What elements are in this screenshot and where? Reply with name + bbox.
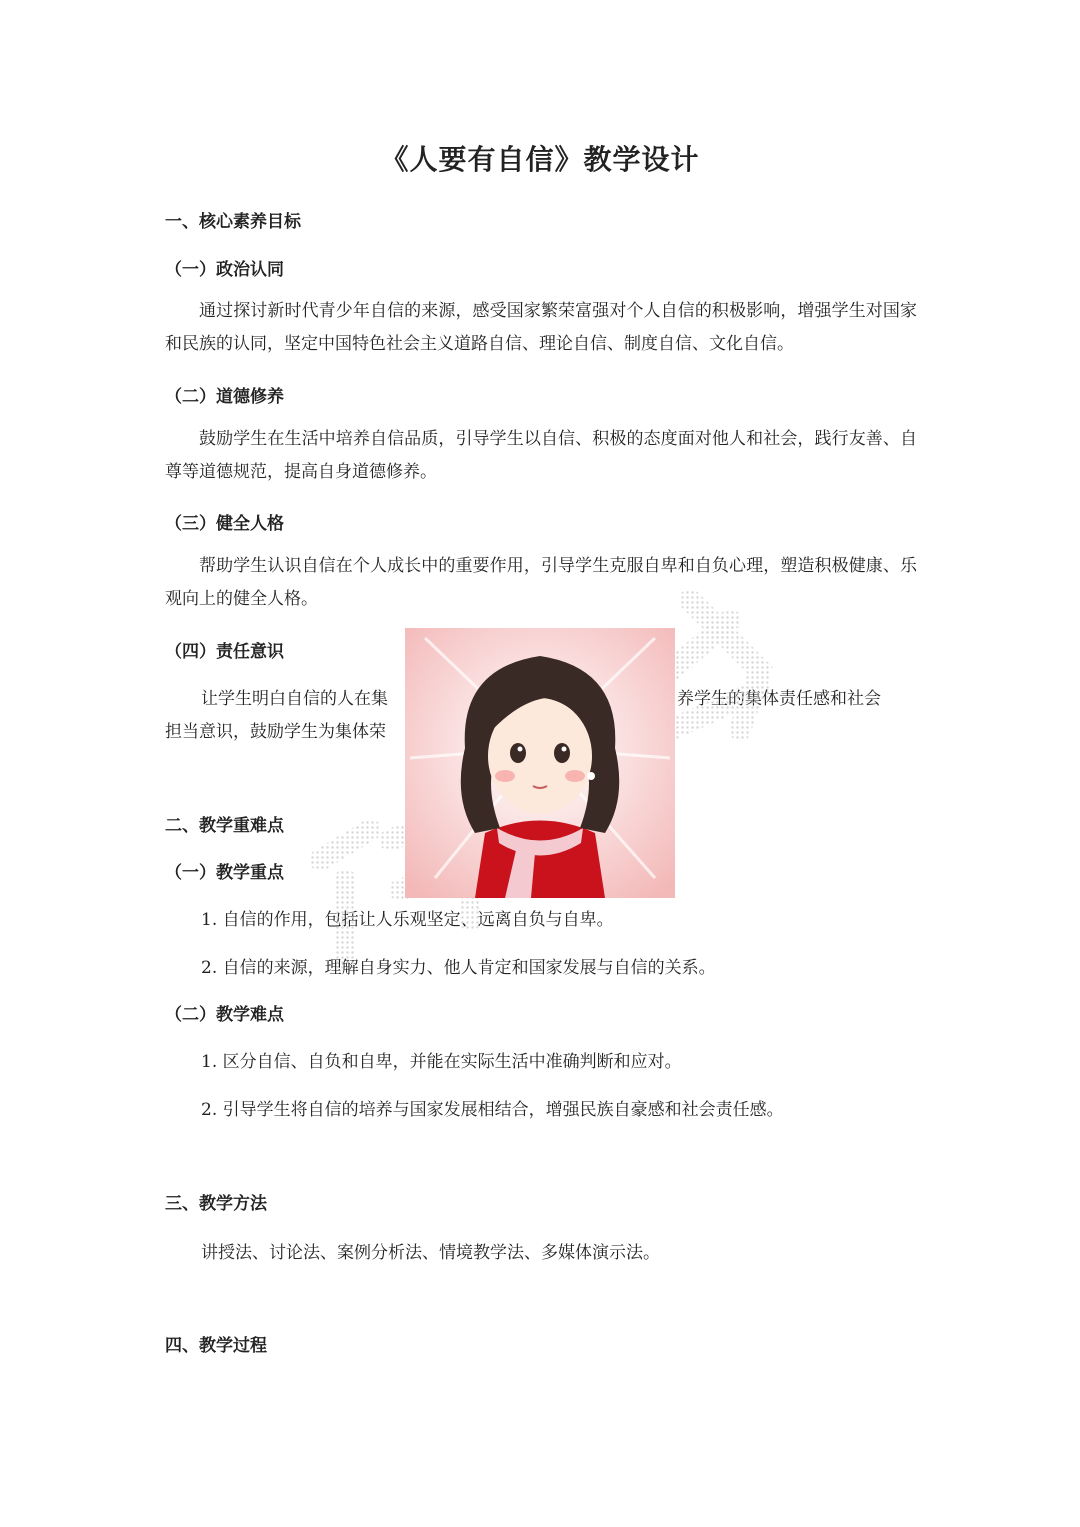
section1-sub1-text: 通过探讨新时代青少年自信的来源，感受国家繁荣富强对个人自信的积极影响，增强学生对国家和民族的认同，坚定中国特色社会主义道路自信、理论自信、制度自信、文化自信。 bbox=[165, 301, 917, 354]
section2-sub2-item2: 2. 引导学生将自信的培养与国家发展相结合，增强民族自豪感和社会责任感。 bbox=[201, 1100, 784, 1120]
section2-sub2-item1: 1. 区分自信、自负和自卑，并能在实际生活中准确判断和应对。 bbox=[201, 1052, 682, 1072]
section2-sub1-heading: （一）教学重点 bbox=[165, 863, 284, 883]
document-title: 《人要有自信》教学设计 bbox=[380, 143, 700, 176]
section1-sub3-text: 帮助学生认识自信在个人成长中的重要作用，引导学生克服自卑和自负心理，塑造积极健康、乐观向上的健全人格。 bbox=[165, 556, 917, 609]
section1-sub4-heading: （四）责任意识 bbox=[165, 642, 284, 662]
section1-sub4-text-left2: 担当意识，鼓励学生为集体荣 bbox=[165, 722, 386, 742]
section4-heading: 四、教学过程 bbox=[165, 1336, 267, 1356]
girl-illustration bbox=[405, 628, 675, 898]
section1-sub4-text-left1: 让学生明白自信的人在集 bbox=[201, 689, 388, 709]
section3-text: 讲授法、讨论法、案例分析法、情境教学法、多媒体演示法。 bbox=[201, 1243, 660, 1263]
section2-sub1-item1: 1. 自信的作用，包括让人乐观坚定、远离自负与自卑。 bbox=[201, 910, 614, 930]
section2-heading: 二、教学重难点 bbox=[165, 816, 284, 836]
section1-sub3-heading: （三）健全人格 bbox=[165, 514, 284, 534]
section1-sub2-heading: （二）道德修养 bbox=[165, 387, 284, 407]
section3-heading: 三、教学方法 bbox=[165, 1194, 267, 1214]
section1-sub1-heading: （一）政治认同 bbox=[165, 260, 284, 280]
section2-sub2-heading: （二）教学难点 bbox=[165, 1005, 284, 1025]
section1-sub2-text: 鼓励学生在生活中培养自信品质，引导学生以自信、积极的态度面对他人和社会，践行友善、自尊等道德规范，提高自身道德修养。 bbox=[165, 429, 917, 482]
section2-sub1-item2: 2. 自信的来源，理解自身实力、他人肯定和国家发展与自信的关系。 bbox=[201, 958, 716, 978]
section1-heading: 一、核心素养目标 bbox=[165, 212, 301, 232]
section1-sub4-text-right1: 养学生的集体责任感和社会 bbox=[677, 689, 881, 709]
